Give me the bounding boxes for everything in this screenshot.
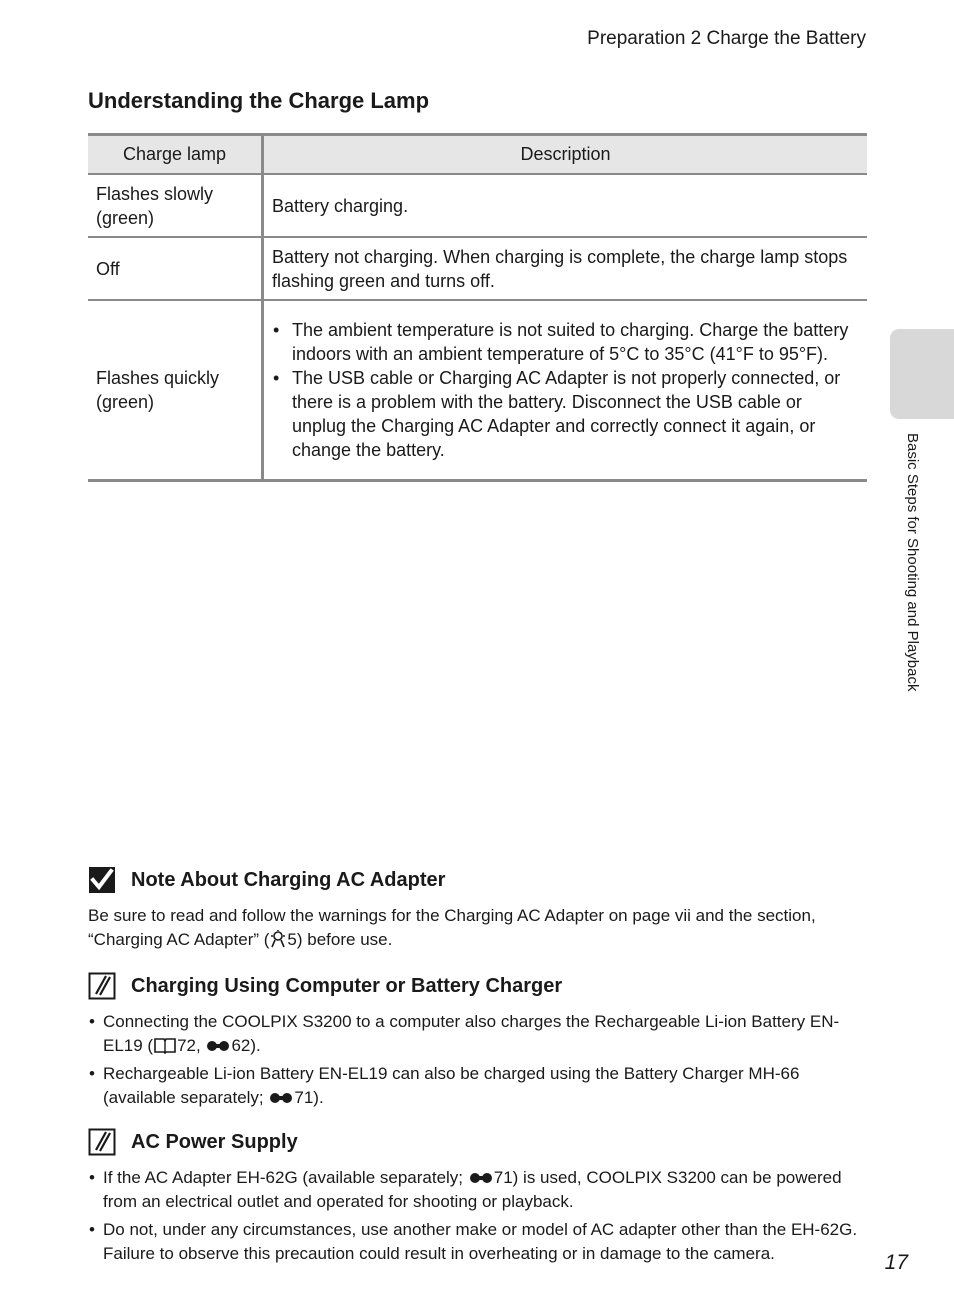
note-charging-ac-adapter: [88, 864, 868, 952]
note-list: [88, 1010, 868, 1110]
reference-section-icon: [206, 1038, 230, 1054]
reference-section-icon: [269, 1090, 293, 1106]
description-bullets: [272, 318, 857, 462]
charge-lamp-table: [88, 133, 867, 482]
table-row: [88, 237, 867, 300]
description-cell: Battery charging.: [263, 174, 868, 237]
note-ac-power-supply: [88, 1126, 868, 1270]
note-title: AC Power Supply: [131, 1130, 298, 1153]
note-body: Be sure to read and follow the warnings for the Charging AC Adapter on page vii and the section, “Charging AC Adapter” ( 5) before use.: [88, 906, 816, 949]
lamp-state-cell: Flashes quickly (green): [88, 300, 263, 481]
note-list: [88, 1166, 868, 1266]
table-row: [88, 174, 867, 237]
pencil-note-icon: [88, 972, 116, 1000]
list-item: • The USB cable or Charging AC Adapter is not properly connected, or there is a problem with the battery. Disconnect the USB cable or unplug the Charging AC Adapter and correctly connect it again, or change the battery.: [272, 366, 857, 462]
book-reference-icon: [154, 1036, 176, 1054]
running-head: Preparation 2 Charge the Battery: [587, 28, 866, 49]
column-header-description: Description: [263, 135, 868, 175]
reference-section-icon: [270, 930, 286, 948]
section-title: Understanding the Charge Lamp: [88, 88, 430, 113]
table-header-row: [88, 135, 867, 175]
list-item: • Connecting the COOLPIX S3200 to a computer also charges the Rechargeable Li-ion Battery EN-EL19 ( 72, 62).: [88, 1010, 868, 1058]
list-item: • Do not, under any circumstances, use another make or model of AC adapter other than the EH-62G. Failure to observe this precaution could result in overheating or in damage to the camera.: [88, 1218, 868, 1266]
list-item: • If the AC Adapter EH-62G (available separately; 71) is used, COOLPIX S3200 can be powered from an electrical outlet and operated for shooting or playback.: [88, 1166, 868, 1214]
reference-section-icon: [469, 1170, 493, 1186]
description-cell: Battery not charging. When charging is complete, the charge lamp stops flashing green and turns off.: [263, 237, 868, 300]
lamp-state-cell: Flashes slowly (green): [88, 174, 263, 237]
chapter-side-label: Basic Steps for Shooting and Playback: [904, 433, 921, 692]
check-caution-icon: [88, 866, 116, 894]
list-item: • Rechargeable Li-ion Battery EN-EL19 can also be charged using the Battery Charger MH-66 (available separately; 71).: [88, 1062, 868, 1110]
list-item: • The ambient temperature is not suited to charging. Charge the battery indoors with an ambient temperature of 5°C to 35°C (41°F to 95°F).: [272, 318, 857, 366]
chapter-tab: [890, 329, 954, 419]
table-row: [88, 300, 867, 481]
column-header-charge-lamp: Charge lamp: [88, 135, 263, 175]
note-title: Note About Charging AC Adapter: [131, 868, 446, 891]
note-title: Charging Using Computer or Battery Charger: [131, 974, 563, 997]
note-charging-computer: [88, 970, 868, 1114]
page-number: 17: [884, 1251, 908, 1274]
lamp-state-cell: Off: [88, 237, 263, 300]
pencil-note-icon: [88, 1128, 116, 1156]
description-cell: [263, 300, 868, 481]
